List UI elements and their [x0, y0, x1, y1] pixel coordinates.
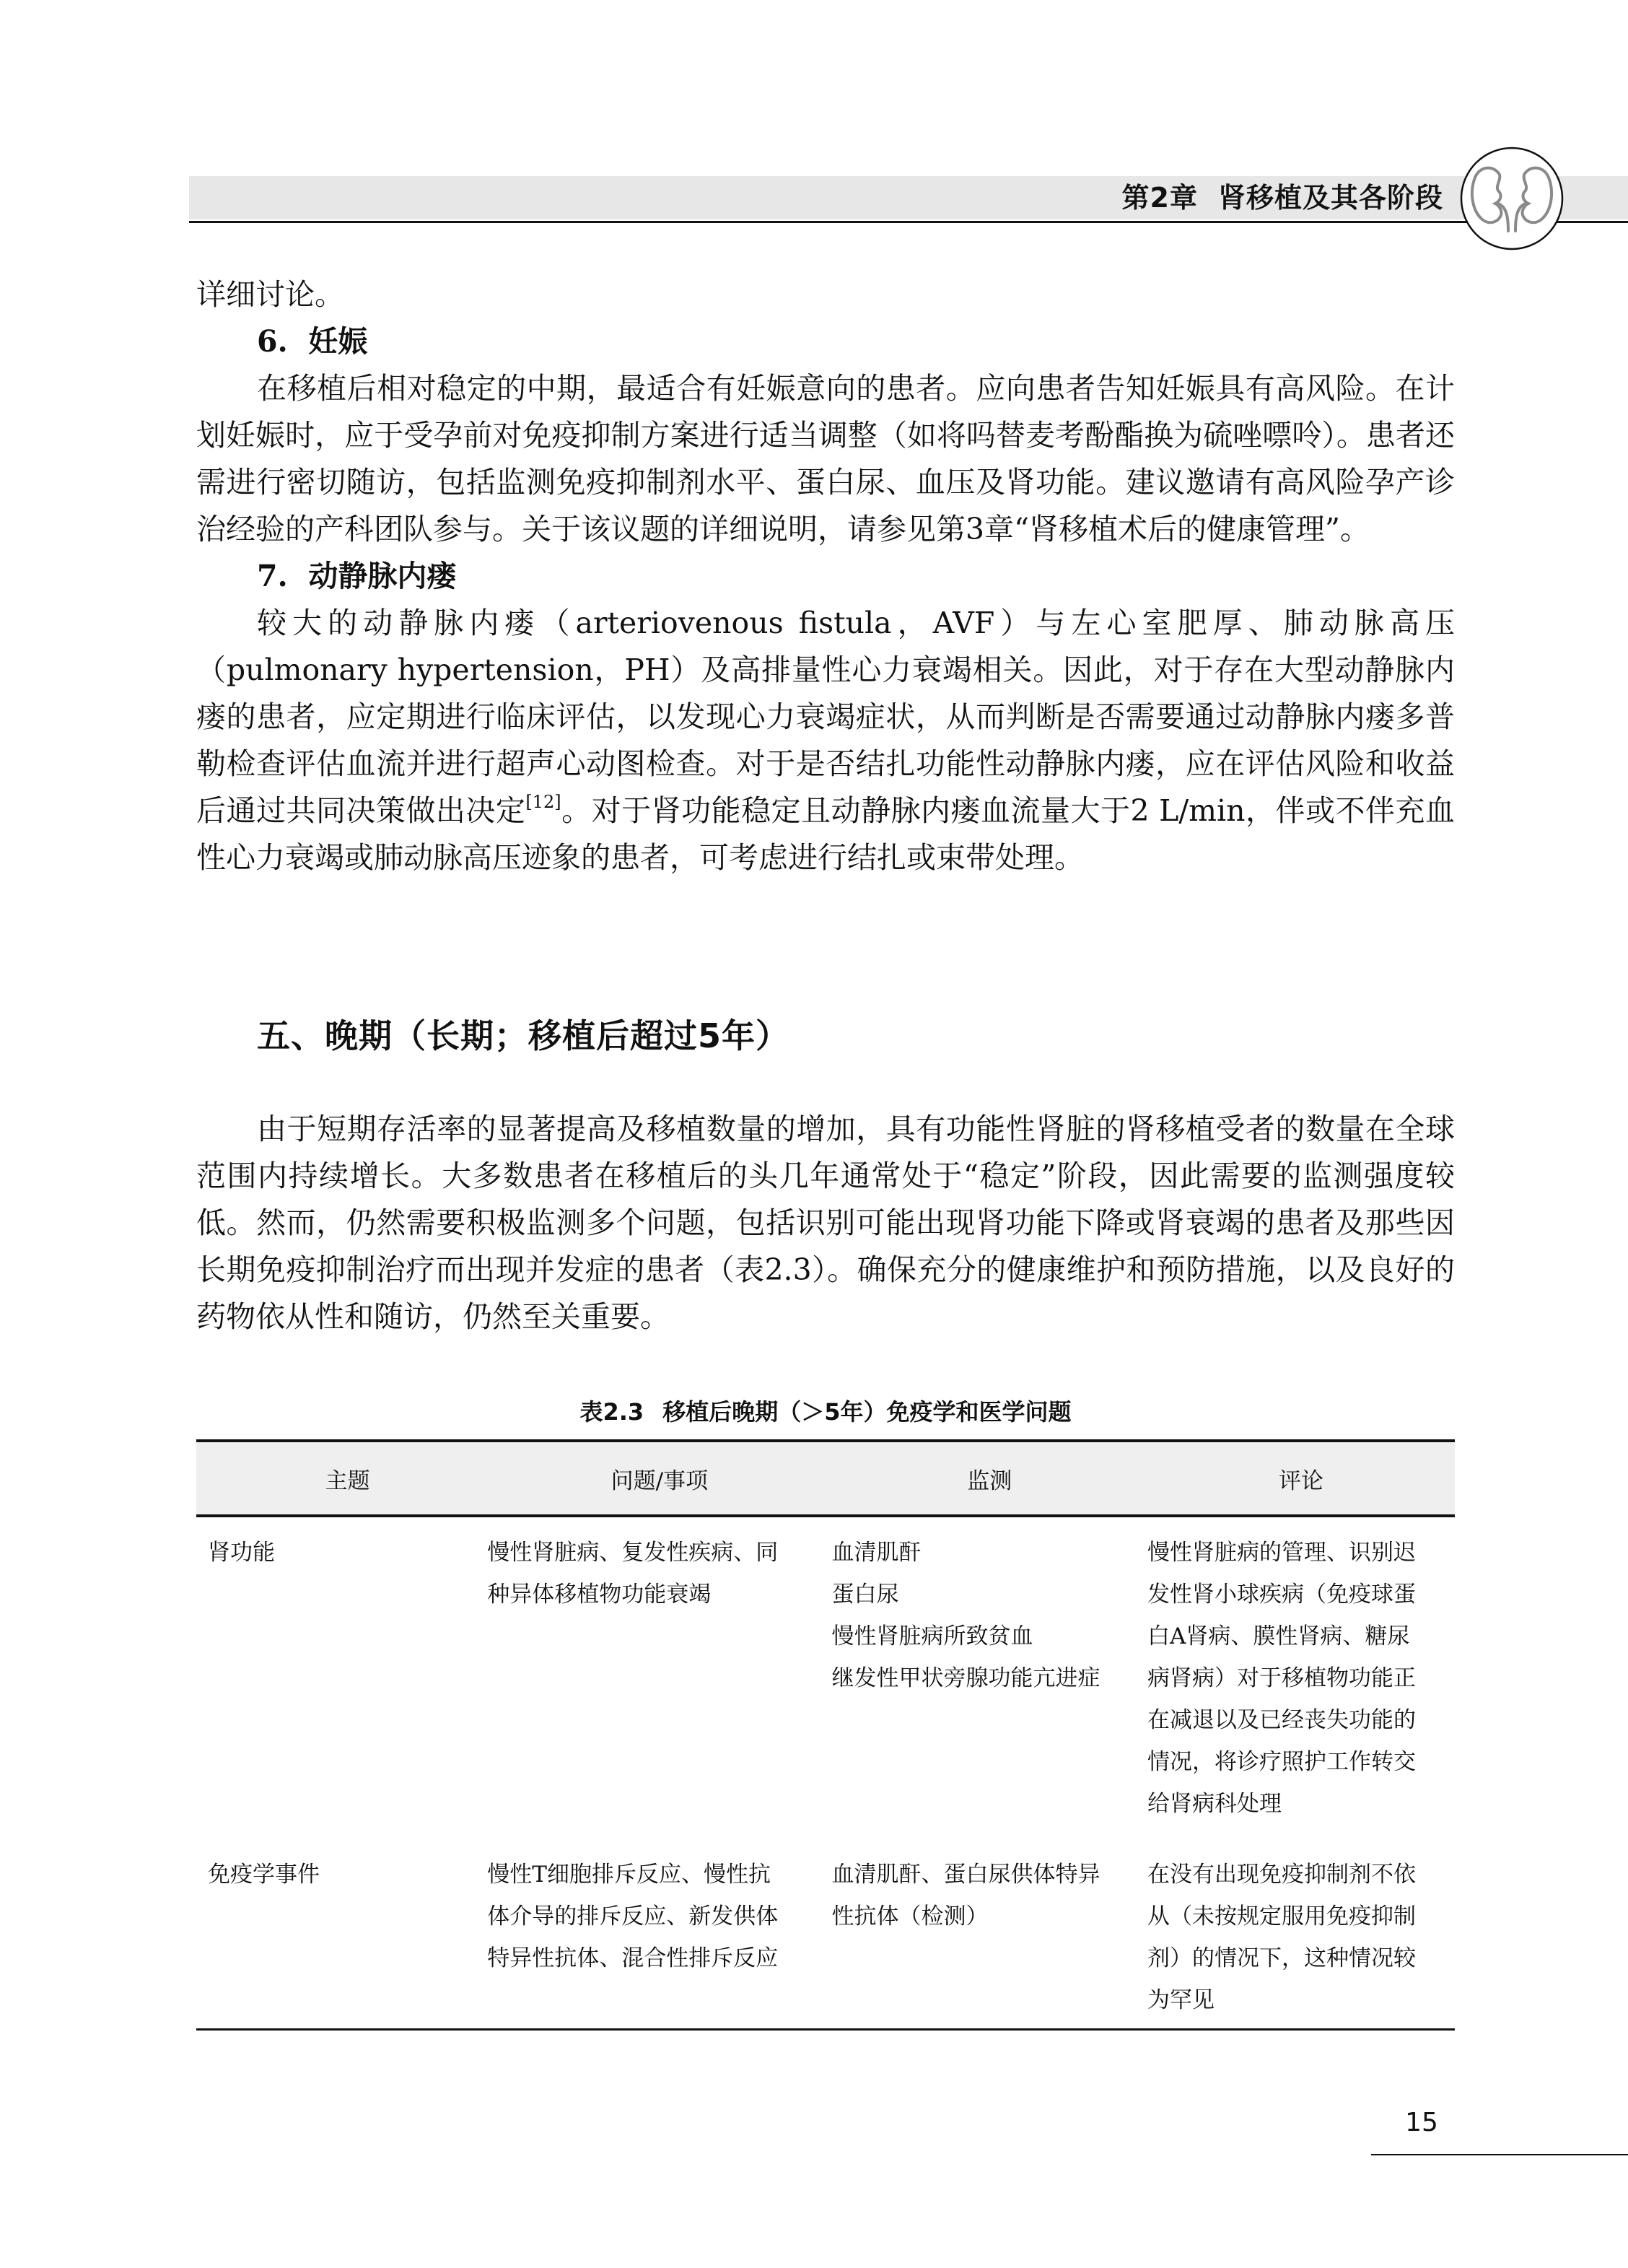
subheading-pregnancy [196, 318, 1455, 365]
table-caption [196, 1395, 1455, 1429]
subheading-avf [196, 553, 1455, 600]
cell-line: 种异体移植物功能衰竭 [487, 1582, 712, 1608]
cell-line: 体介导的排斥反应、新发供体 [487, 1903, 779, 1929]
cell-line: 给肾病科处理 [1147, 1791, 1282, 1817]
pregnancy-paragraph: 在移植后相对稳定的中期，最适合有妊娠意向的患者。应向患者告知妊娠具有高风险。在计划妊娠时，应于受孕前对免疫抑制方案进行适当调整（如将吗替麦考酚酯换为硫唑嘌呤）。患者还需进行密切随访，包括监测免疫抑制剂水平、蛋白尿、血压及肾功能。建议邀请有高风险孕产诊治经验的产科团队参与。关于该议题的详细说明，请参见第3章“肾移植术后的健康管理”。 [196, 371, 1455, 546]
cell-issue [487, 1825, 831, 2030]
table-body [196, 1516, 1455, 2030]
section-heading: 五、晚期（长期；移植后超过5年） [257, 1016, 790, 1055]
cell-line: 血清肌酐、蛋白尿供体特异 [831, 1862, 1100, 1888]
cell-line: 为罕见 [1147, 1987, 1215, 2013]
body-text-upper [196, 271, 1455, 881]
subheading-title: 妊娠 [308, 324, 368, 359]
issues-table [196, 1439, 1455, 2031]
cell-issue [487, 1516, 831, 1825]
table-header-row [196, 1441, 1455, 1516]
cell-monitoring [831, 1516, 1147, 1825]
chapter-title: 肾移植及其各阶段 [1217, 182, 1443, 214]
cell-line: 慢性肾脏病、复发性疾病、同 [487, 1540, 779, 1566]
cell-line: 肾功能 [208, 1540, 275, 1566]
cell-line: 白A肾病、膜性肾病、糖尿 [1147, 1623, 1410, 1649]
column-header-monitoring: 监测 [831, 1441, 1147, 1516]
page-number: 15 [1405, 2108, 1438, 2137]
cell-line: 在没有出现免疫抑制剂不依 [1147, 1862, 1416, 1888]
cell-monitoring [831, 1825, 1147, 2030]
logo-circle [1461, 148, 1562, 249]
cell-line: 特异性抗体、混合性排斥反应 [487, 1945, 779, 1971]
table-row [196, 1825, 1455, 2030]
continuation-text: 详细讨论。 [196, 277, 344, 312]
cell-line: 慢性T细胞排斥反应、慢性抗 [487, 1862, 771, 1888]
cell-comment [1147, 1825, 1455, 2030]
citation-reference: [12] [525, 792, 561, 812]
subheading-number: 6. [257, 324, 288, 359]
cell-line: 从（未按规定服用免疫抑制 [1147, 1903, 1416, 1929]
cell-line: 免疫学事件 [208, 1862, 320, 1888]
chapter-number: 第2章 [1121, 182, 1198, 214]
cell-line: 继发性甲状旁腺功能亢进症 [831, 1665, 1100, 1691]
running-header-title [996, 176, 1443, 219]
avf-paragraph [196, 600, 1455, 881]
column-header-comment: 评论 [1147, 1441, 1455, 1516]
column-header-issue: 问题/事项 [487, 1441, 831, 1516]
cell-line: 在减退以及已经丧失功能的 [1147, 1707, 1416, 1733]
subheading-title: 动静脉内瘘 [308, 559, 457, 593]
table-caption-number: 表2.3 [579, 1398, 644, 1426]
body-text-section5 [196, 1106, 1455, 1340]
cell-topic [196, 1516, 487, 1825]
cell-line: 情况，将诊疗照护工作转交 [1147, 1749, 1416, 1775]
cell-line: 慢性肾脏病的管理、识别迟 [1147, 1540, 1416, 1566]
section5-paragraph: 由于短期存活率的显著提高及移植数量的增加，具有功能性肾脏的肾移植受者的数量在全球范围内持续增长。大多数患者在移植后的头几年通常处于“稳定”阶段，因此需要的监测强度较低。然而，仍然需要积极监测多个问题，包括识别可能出现肾功能下降或肾衰竭的患者及那些因长期免疫抑制治疗而出现并发症的患者（表2.3）。确保充分的健康维护和预防措施，以及良好的药物依从性和随访，仍然至关重要。 [196, 1112, 1455, 1334]
subheading-number: 7. [257, 559, 288, 593]
cell-line: 慢性肾脏病所致贫血 [831, 1623, 1033, 1649]
avf-text-part2: 。对于肾功能稳定且动静脉内瘘血流量大于2 L/min，伴或不伴充血性心力衰竭或肺动脉高压迹象的患者，可考虑进行结扎或束带处理。 [196, 793, 1455, 875]
cell-line: 性抗体（检测） [831, 1903, 989, 1929]
kidney-pair-icon [1458, 144, 1566, 253]
footer-rule [1371, 2154, 1628, 2155]
avf-text-part1: 较大的动静脉内瘘（arteriovenous fistula，AVF）与左心室肥厚、肺动脉高压（pulmonary hypertension，PH）及高排量性心力衰竭相关。因此，对于存在大型动静脉内瘘的患者，应定期进行临床评估，以发现心力衰竭症状，从而判断是否需要通过动静脉内瘘多普勒检查评估血流并进行超声心动图检查。对于是否结扎功能性动静脉内瘘，应在评估风险和收益后通过共同决策做出决定 [196, 606, 1455, 828]
cell-comment [1147, 1516, 1455, 1825]
cell-line: 病肾病）对于移植物功能正 [1147, 1665, 1416, 1691]
column-header-topic: 主题 [196, 1441, 487, 1516]
header-rule [189, 221, 1628, 223]
cell-line: 血清肌酐 [831, 1540, 922, 1566]
cell-line: 剂）的情况下，这种情况较 [1147, 1945, 1416, 1971]
cell-line: 蛋白尿 [831, 1582, 899, 1608]
cell-line: 发性肾小球疾病（免疫球蛋 [1147, 1582, 1416, 1608]
table-caption-title: 移植后晚期（＞5年）免疫学和医学问题 [662, 1398, 1072, 1426]
cell-topic [196, 1825, 487, 2030]
table-row [196, 1516, 1455, 1825]
